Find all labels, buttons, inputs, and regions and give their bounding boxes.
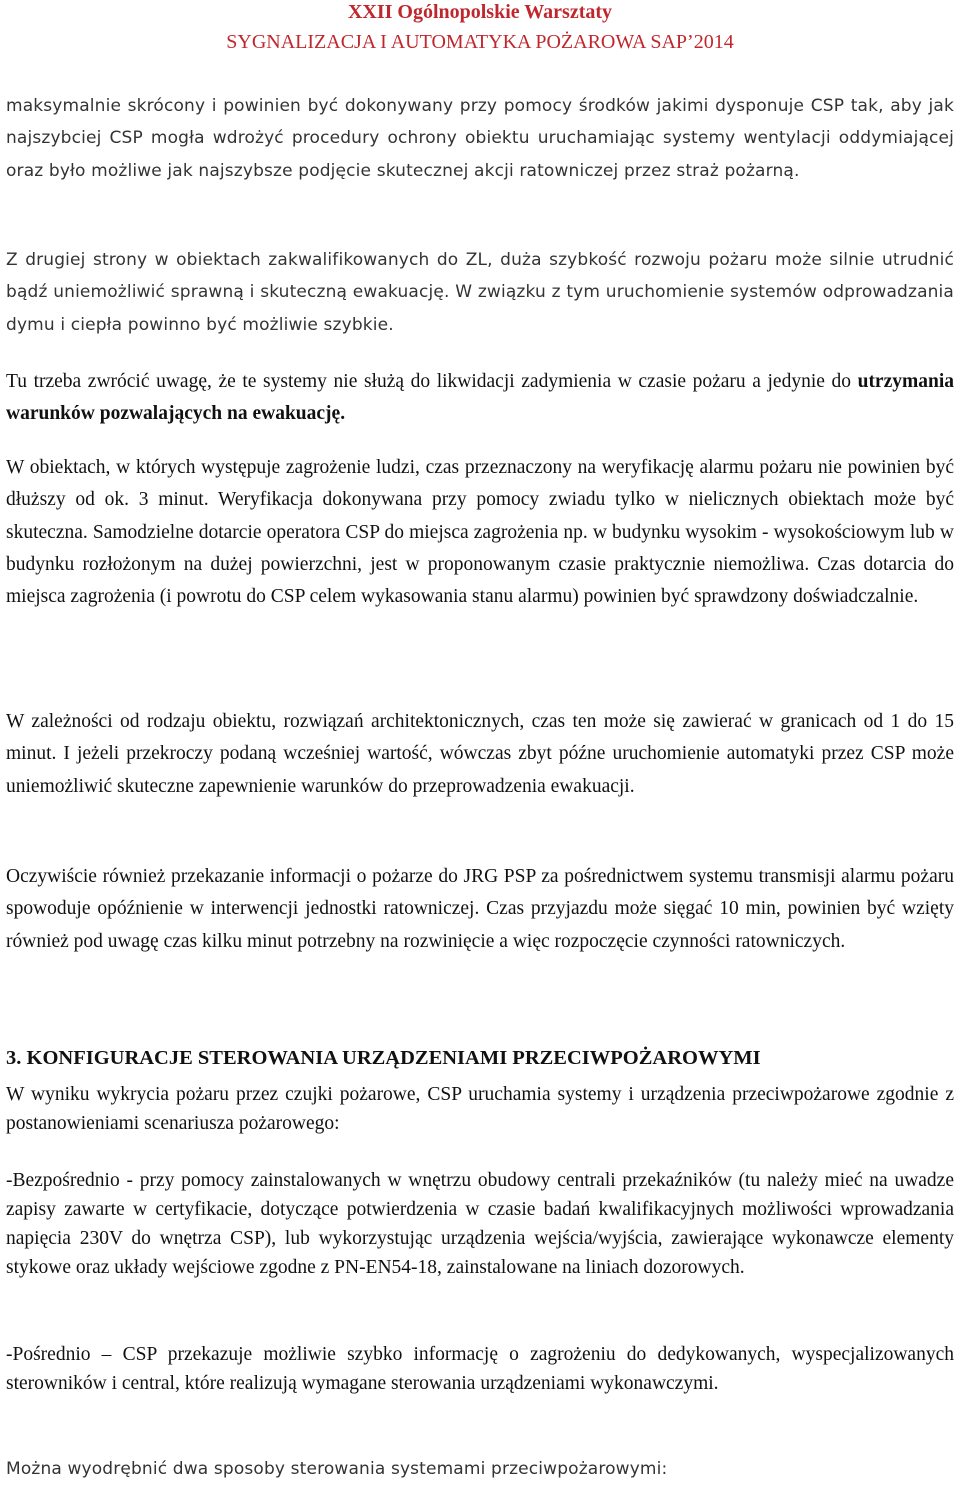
paragraph-3-text: Tu trzeba zwrócić uwagę, że te systemy nie służą do likwidacji zadymienia w czasie pożaru a jedynie do — [6, 371, 858, 392]
paragraph-direct: -Bezpośrednio - przy pomocy zainstalowanych w wnętrzu obudowy centrali przekaźników (tu należy mieć na uwadze zapisy zawarte w certyfikacie, dotyczące potwierdzenia w czasie badań kwalifikacyjnych możliwości wprowadzania napięcia 230V do wnętrza CSP), lub wykorzystując urządzenia wejścia/wyjścia, zawierające wykonawcze elementy stykowe oraz układy wejściowe zgodne z PN-EN54-18, zainstalowane na liniach dozorowych. — [6, 1170, 954, 1278]
paragraph-5: W zależności od rodzaju obiektu, rozwiązań architektonicznych, czas ten może się zawierać w granicach od 1 do 15 minut. I jeżeli przekroczy podaną wcześniej wartość, wówczas zbyt późne uruchomienie automatyki przez CSP może uniemożliwić skuteczne zapewnienie warunków do przeprowadzenia ewakuacji. — [6, 711, 954, 797]
section-intro: W wyniku wykrycia pożaru przez czujki pożarowe, CSP uruchamia systemy i urządzenia przeciwpożarowe zgodnie z postanowieniami scenariusza pożarowego: — [6, 1084, 954, 1134]
paragraph-3 — [6, 366, 954, 431]
paragraph-2: Z drugiej strony w obiektach zakwalifikowanych do ZL, duża szybkość rozwoju pożaru może silnie utrudnić bądź uniemożliwić sprawną i skuteczną ewakuację. W związku z tym uruchomienie systemów odprowadzania dymu i ciepła powinno być możliwie szybkie. — [6, 250, 954, 335]
paragraph-last: Można wyodrębnić dwa sposoby sterowania systemami przeciwpożarowymi: — [6, 1459, 668, 1479]
section-heading: 3. KONFIGURACJE STEROWANIA URZĄDZENIAMI PRZECIWPOŻAROWYMI — [6, 1047, 761, 1069]
paragraph-1: maksymalnie skrócony i powinien być dokonywany przy pomocy środków jakimi dysponuje CSP tak, aby jak najszybciej CSP mogła wdrożyć procedury ochrony obiektu uruchamiając systemy wentylacji oddymiającej oraz było możliwe jak najszybsze podjęcie skutecznej akcji ratowniczej przez straż pożarną. — [6, 96, 954, 181]
header-title: XXII Ogólnopolskie Warsztaty — [347, 1, 613, 23]
header-subtitle: SYGNALIZACJA I AUTOMATYKA POŻAROWA SAP’2014 — [226, 31, 734, 53]
paragraph-4: W obiektach, w których występuje zagrożenie ludzi, czas przeznaczony na weryfikację alarmu pożaru nie powinien być dłuższy od ok. 3 minut. Weryfikacja dokonywana przy pomocy zwiadu tylko w nielicznych obiektach może być skuteczna. Samodzielne dotarcie operatora CSP do miejsca zagrożenia np. w budynku wysokim - wysokościowym lub w budynku rozłożonym na dużej powierzchni, jest w proponowanym czasie praktycznie niemożliwa. Czas dotarcia do miejsca zagrożenia (i powrotu do CSP celem wykasowania stanu alarmu) powinien być sprawdzony doświadczalnie. — [6, 457, 954, 608]
paragraph-3-bold: utrzymania warunków pozwalających na ewakuację. — [6, 371, 954, 425]
paragraph-6: Oczywiście również przekazanie informacji o pożarze do JRG PSP za pośrednictwem systemu transmisji alarmu pożaru spowoduje opóźnienie w interwencji jednostki ratowniczej. Czas przyjazdu może sięgać 10 min, powinien być wzięty również pod uwagę czas kilku minut potrzebny na rozwinięcie a więc rozpoczęcie czynności ratowniczych. — [6, 866, 954, 952]
paragraph-indirect: -Pośrednio – CSP przekazuje możliwie szybko informację o zagrożeniu do dedykowanych, wyspecjalizowanych sterowników i central, które realizują wymagane sterowania urządzeniami wykonawczymi. — [6, 1344, 954, 1394]
